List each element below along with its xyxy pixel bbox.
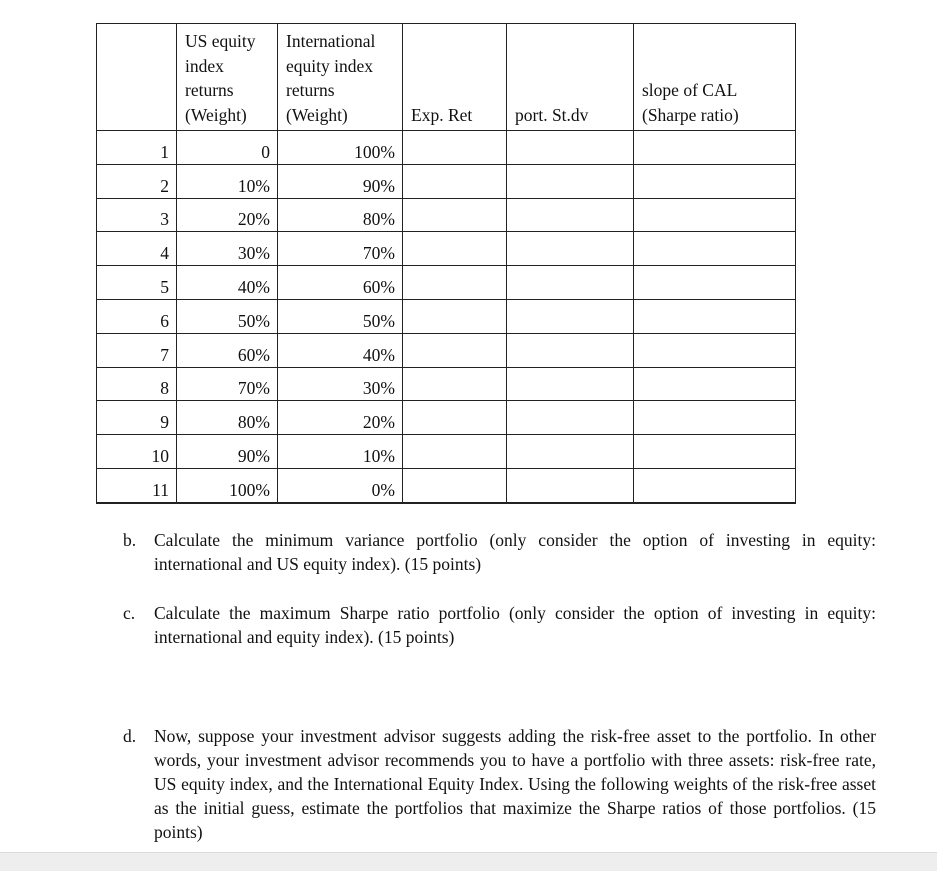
header-portfolio-stdev: port. St.dv (507, 24, 634, 131)
header-index (97, 24, 177, 131)
question-b-text: Calculate the minimum variance portfolio (only consider the option of investing in equity: international and US equity index). (15 points) (154, 530, 876, 574)
intl-weight-cell: 70% (278, 232, 403, 266)
exp-ret-cell (403, 435, 507, 469)
intl-weight-cell: 50% (278, 299, 403, 333)
us-weight-cell: 90% (177, 435, 278, 469)
exp-ret-cell (403, 164, 507, 198)
intl-weight-cell: 40% (278, 333, 403, 367)
sharpe-cell (634, 198, 796, 232)
us-weight-cell: 100% (177, 468, 278, 502)
question-d (123, 724, 876, 844)
row-number: 5 (97, 266, 177, 300)
table-row (97, 401, 796, 435)
us-weight-cell: 40% (177, 266, 278, 300)
exp-ret-cell (403, 198, 507, 232)
bottom-scroll-bar (0, 852, 937, 871)
exp-ret-cell (403, 401, 507, 435)
row-number: 11 (97, 468, 177, 502)
sharpe-cell (634, 266, 796, 300)
table-row (97, 299, 796, 333)
port-stdev-cell (507, 435, 634, 469)
question-b (123, 528, 876, 576)
row-number: 8 (97, 367, 177, 401)
sharpe-cell (634, 401, 796, 435)
sharpe-cell (634, 164, 796, 198)
table-row (97, 232, 796, 266)
header-us-equity-weight: US equity index returns (Weight) (177, 24, 278, 131)
question-c (123, 601, 876, 649)
sharpe-cell (634, 299, 796, 333)
sharpe-cell (634, 367, 796, 401)
port-stdev-cell (507, 333, 634, 367)
question-d-letter: d. (123, 726, 137, 746)
intl-weight-cell: 30% (278, 367, 403, 401)
row-number: 10 (97, 435, 177, 469)
table-header-row (97, 24, 796, 131)
intl-weight-cell: 90% (278, 164, 403, 198)
table-row (97, 198, 796, 232)
row-number: 2 (97, 164, 177, 198)
row-number: 7 (97, 333, 177, 367)
port-stdev-cell (507, 367, 634, 401)
exp-ret-cell (403, 367, 507, 401)
us-weight-cell: 50% (177, 299, 278, 333)
row-number: 9 (97, 401, 177, 435)
intl-weight-cell: 60% (278, 266, 403, 300)
port-stdev-cell (507, 198, 634, 232)
exp-ret-cell (403, 131, 507, 165)
port-stdev-cell (507, 232, 634, 266)
table-row (97, 435, 796, 469)
table-row (97, 131, 796, 165)
sharpe-cell (634, 333, 796, 367)
row-number: 4 (97, 232, 177, 266)
table-row (97, 468, 796, 502)
intl-weight-cell: 0% (278, 468, 403, 502)
intl-weight-cell: 80% (278, 198, 403, 232)
port-stdev-cell (507, 131, 634, 165)
exp-ret-cell (403, 266, 507, 300)
header-expected-return: Exp. Ret (403, 24, 507, 131)
sharpe-cell (634, 131, 796, 165)
table-row (97, 367, 796, 401)
us-weight-cell: 10% (177, 164, 278, 198)
sharpe-cell (634, 232, 796, 266)
exp-ret-cell (403, 299, 507, 333)
us-weight-cell: 80% (177, 401, 278, 435)
us-weight-cell: 60% (177, 333, 278, 367)
question-b-letter: b. (123, 530, 137, 550)
intl-weight-cell: 20% (278, 401, 403, 435)
question-c-text: Calculate the maximum Sharpe ratio portfolio (only consider the option of investing in equity: international and equity index). (15 points) (154, 603, 876, 647)
portfolio-weights-table (96, 23, 796, 504)
header-sharpe-ratio: slope of CAL (Sharpe ratio) (634, 24, 796, 131)
header-intl-equity-weight: International equity index returns (Weight) (278, 24, 403, 131)
us-weight-cell: 20% (177, 198, 278, 232)
table-row (97, 266, 796, 300)
port-stdev-cell (507, 164, 634, 198)
intl-weight-cell: 100% (278, 131, 403, 165)
question-c-letter: c. (123, 603, 136, 623)
exp-ret-cell (403, 333, 507, 367)
question-d-text: Now, suppose your investment advisor suggests adding the risk-free asset to the portfolio. In other words, your investment advisor recommends you to have a portfolio with three assets: risk-free rate, US equity index, and the International Equity Index. Using the following weights of the risk-free asset as the initial guess, estimate the portfolios that maximize the Sharpe ratios of those portfolios. (15 points) (154, 726, 876, 842)
exp-ret-cell (403, 232, 507, 266)
port-stdev-cell (507, 299, 634, 333)
sharpe-cell (634, 435, 796, 469)
us-weight-cell: 70% (177, 367, 278, 401)
intl-weight-cell: 10% (278, 435, 403, 469)
row-number: 3 (97, 198, 177, 232)
port-stdev-cell (507, 468, 634, 502)
row-number: 1 (97, 131, 177, 165)
sharpe-cell (634, 468, 796, 502)
port-stdev-cell (507, 266, 634, 300)
us-weight-cell: 30% (177, 232, 278, 266)
table-body (97, 131, 796, 503)
exp-ret-cell (403, 468, 507, 502)
us-weight-cell: 0 (177, 131, 278, 165)
table-row (97, 333, 796, 367)
port-stdev-cell (507, 401, 634, 435)
table-row (97, 164, 796, 198)
row-number: 6 (97, 299, 177, 333)
